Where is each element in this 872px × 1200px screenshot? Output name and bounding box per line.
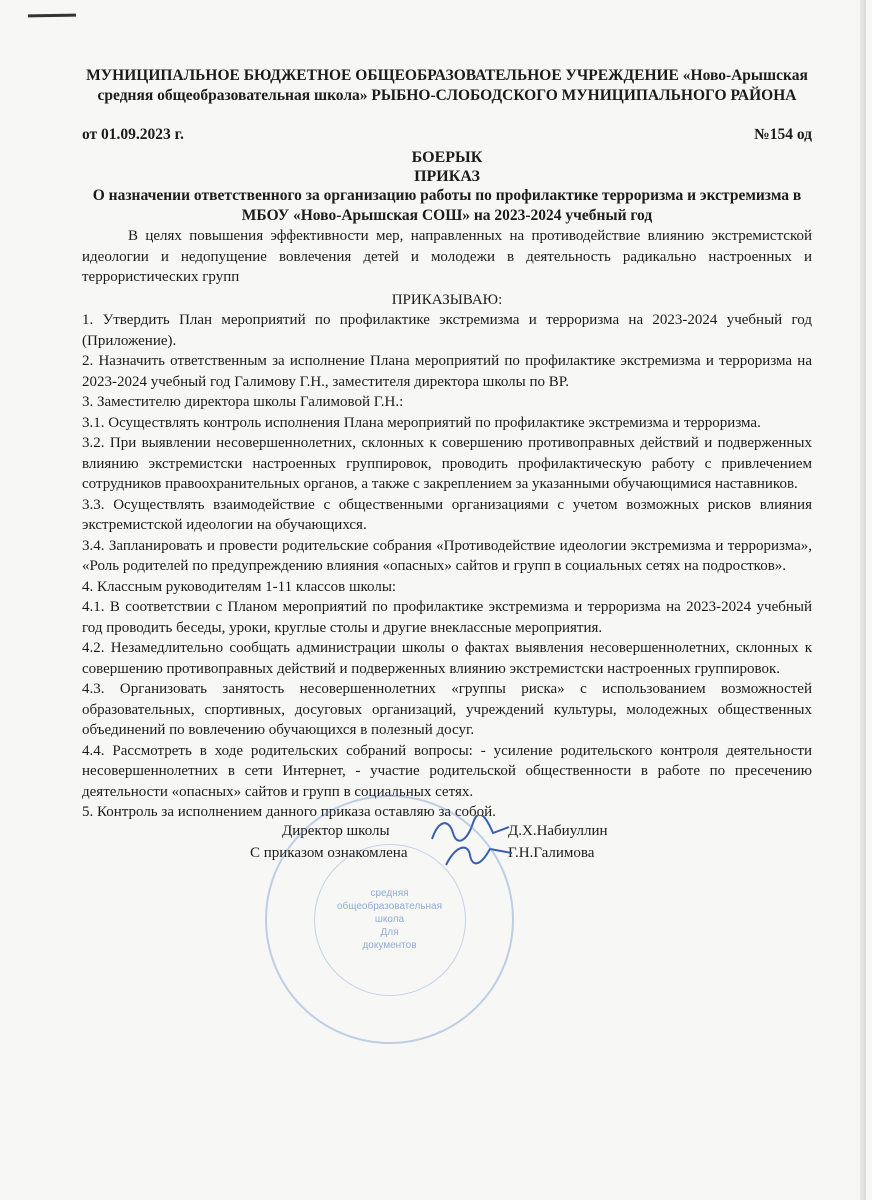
stamp-text: средняя: [370, 888, 409, 899]
stamp-text: общеобразовательная: [336, 901, 443, 912]
order-subject: О назначении ответственного за организацию работы по профилактике терроризма и экстремизма в МБОУ «Ново-Арышская СОШ» на 2023-2024 учебный год: [92, 187, 802, 224]
order-body: [82, 226, 812, 823]
document-type: ПРИКАЗ: [414, 168, 480, 185]
order-item: 4.3. Организовать занятость несовершеннолетних «группы риска» с использованием возможностей образовательных, спортивных, досуговых организаций, учреждений культуры, молодежных общественных объединений по вовлечению обучающихся в полезный досуг.: [82, 681, 812, 738]
stamp-text: школа: [374, 914, 405, 925]
order-date: от 01.09.2023 г.: [82, 126, 184, 143]
order-item: 2. Назначить ответственным за исполнение Плана мероприятий по профилактике экстремизма и терроризма на 2023-2024 учебный год Галимову Г.Н., заместителя директора школы по ВР.: [82, 353, 812, 390]
school-stamp: [265, 795, 514, 1044]
order-item: 4.2. Незамедлительно сообщать администрации школы о фактах выявления несовершеннолетних, склонных к совершению противоправных действий и подверженных влиянию экстремистски настроенных группировок.: [82, 640, 812, 677]
order-item: 5. Контроль за исполнением данного приказа оставляю за собой.: [82, 804, 496, 820]
order-item: 3.3. Осуществлять взаимодействие с общественными организациями с учетом возможных рисков влияния экстремистской идеологии на обучающихся.: [82, 496, 812, 533]
order-item: 3.4. Запланировать и провести родительские собрания «Противодействие идеологии экстремизма и терроризма», «Роль родителей по предупреждению влияния «опасных» сайтов и групп в социальных сетях на подростков».: [82, 537, 812, 574]
order-item: 3.1. Осуществлять контроль исполнения Плана мероприятий по профилактике экстремизма и терроризма.: [82, 414, 761, 431]
acknowledgement-label: С приказом ознакомлена: [250, 844, 408, 861]
order-number: №154 од: [754, 126, 812, 143]
stamp-inner-ring: [314, 844, 466, 996]
order-item: 3. Заместителю директора школы Галимовой Г.Н.:: [82, 394, 404, 410]
stamp-text: Для: [380, 927, 399, 938]
order-item: 4.1. В соответствии с Планом мероприятий по профилактике экстремизма и терроризма на 2023-2024 учебный год проводить беседы, уроки, круглые столы и другие внеклассные мероприятия.: [82, 599, 812, 636]
order-item: 1. Утвердить План мероприятий по профилактике экстремизма и терроризма на 2023-2024 учебный год (Приложение).: [82, 312, 812, 349]
order-item: 3.2. При выявлении несовершеннолетних, склонных к совершению противоправных действий и подверженных влиянию экстремистски настроенных группировок, проводить профилактическую работу с привлечением сотрудников правоохранительных органов, а также с закреплением за указанными обучающимися наставников.: [82, 435, 812, 492]
organization-header: МУНИЦИПАЛЬНОЕ БЮДЖЕТНОЕ ОБЩЕОБРАЗОВАТЕЛЬНОЕ УЧРЕЖДЕНИЕ «Ново-Арышская средняя общеобразовательная школа» РЫБНО-СЛОБОДСКОГО МУНИЦИПАЛЬНОГО РАЙОНА: [86, 67, 808, 104]
decree-word: ПРИКАЗЫВАЮ:: [391, 291, 503, 308]
stamp-text: документов: [362, 940, 417, 951]
director-label: Директор школы: [282, 822, 390, 839]
document-page: [82, 66, 812, 883]
acknowledgement-name: Г.Н.Галимова: [508, 844, 595, 861]
director-name: Д.Х.Набиуллин: [508, 822, 608, 839]
date-number-row: [82, 126, 812, 144]
scan-mark: [28, 14, 76, 18]
order-item: 4. Классным руководителям 1-11 классов школы:: [82, 578, 397, 595]
preamble: В целях повышения эффективности мер, направленных на противодействие влиянию экстремистской идеологии и недопущение вовлечения детей и молодежи в деятельность радикально настроенных и террористических групп: [82, 228, 812, 285]
order-item: 4.4. Рассмотреть в ходе родительских собраний вопросы: - усиление родительского контроля деятельности несовершеннолетних в сети Интернет, - участие родительской общественности в работе по пресечению деятельности «опасных» сайтов и групп в социальных сетях.: [82, 742, 812, 800]
scan-edge: [860, 0, 866, 1200]
city-name: БОЕРЫК: [411, 149, 483, 166]
